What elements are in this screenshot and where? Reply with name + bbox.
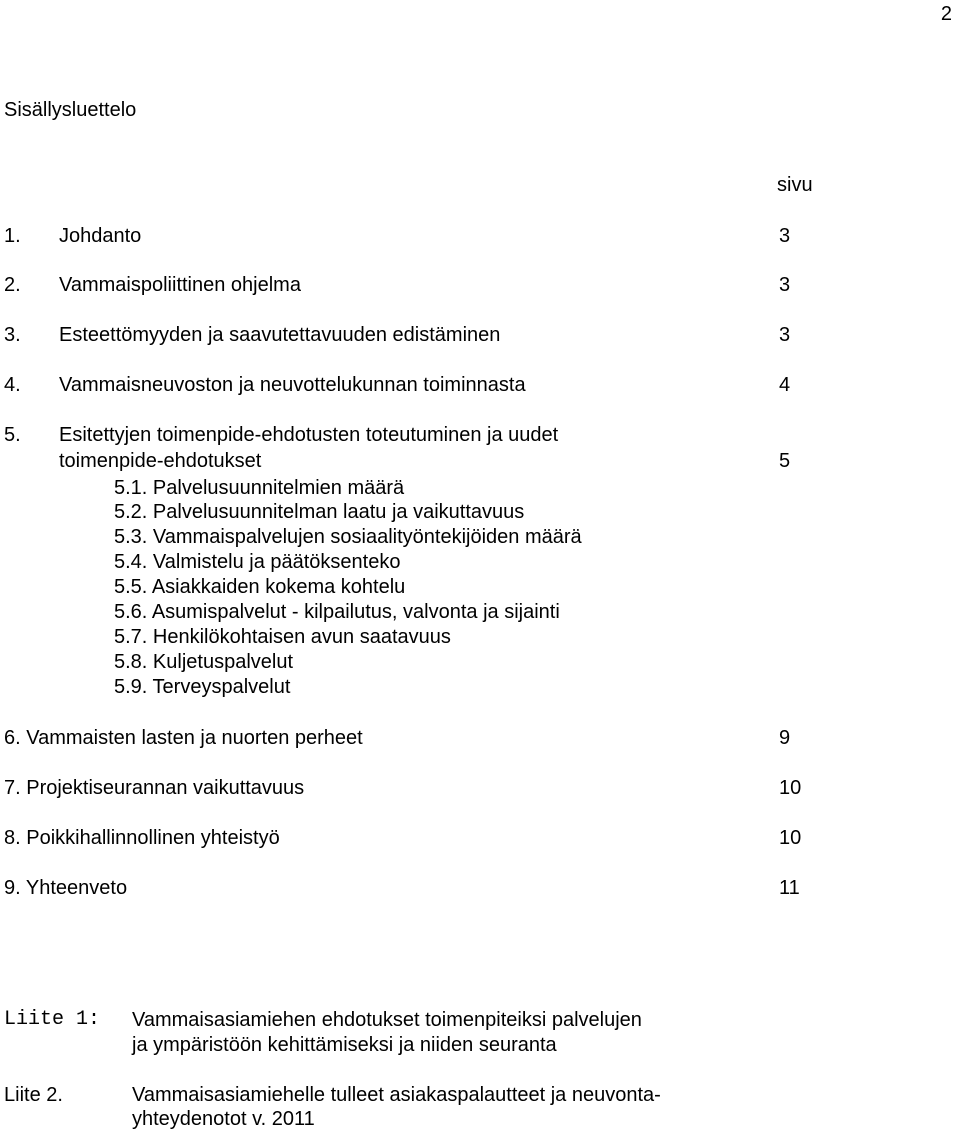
appendix-text-continued: yhteydenotot v. 2011 [132, 1108, 315, 1130]
toc-entry-page: 3 [779, 274, 791, 296]
toc-entry-text: 9. Yhteenveto [4, 877, 128, 899]
toc-entry-text-continued: toimenpide-ehdotukset [59, 450, 262, 472]
page-number: 2 [940, 3, 952, 25]
toc-entry-text: Vammaisneuvoston ja neuvottelukunnan toiminnasta [59, 374, 526, 396]
toc-entry-number: 4. [4, 374, 21, 396]
toc-entry-text: Vammaispoliittinen ohjelma [59, 274, 301, 296]
toc-entry-text: Johdanto [59, 225, 142, 247]
page-column-header: sivu [777, 174, 813, 196]
toc-entry-page: 11 [779, 877, 800, 899]
toc-entry-number: 1. [4, 225, 21, 247]
toc-entry-page: 4 [779, 374, 791, 396]
toc-entry-page: 3 [779, 324, 791, 346]
toc-entry-page: 10 [779, 827, 802, 849]
toc-entry-page: 5 [779, 450, 791, 472]
toc-entry-page: 3 [779, 225, 791, 247]
appendix-label: Liite 1: [4, 1008, 101, 1031]
appendix-text-continued: ja ympäristöön kehittämiseksi ja niiden seuranta [132, 1034, 557, 1056]
toc-entry-number: 3. [4, 324, 21, 346]
toc-subentry: 5.2. Palvelusuunnitelman laatu ja vaikuttavuus [114, 501, 525, 523]
toc-entry-number: 5. [4, 424, 21, 446]
toc-entry-text: 6. Vammaisten lasten ja nuorten perheet [4, 727, 363, 749]
toc-entry-text: 7. Projektiseurannan vaikuttavuus [4, 777, 305, 799]
toc-entry-text: 8. Poikkihallinnollinen yhteistyö [4, 827, 280, 849]
toc-subentry: 5.8. Kuljetuspalvelut [114, 651, 294, 673]
appendix-label: Liite 2. [4, 1084, 63, 1106]
toc-entry-page: 10 [779, 777, 802, 799]
toc-entry-text: Esitettyjen toimenpide-ehdotusten toteutuminen ja uudet [59, 424, 559, 446]
toc-subentry: 5.5. Asiakkaiden kokema kohtelu [114, 576, 406, 598]
toc-subentry: 5.3. Vammaispalvelujen sosiaalityöntekijöiden määrä [114, 526, 582, 548]
toc-subentry: 5.9. Terveyspalvelut [114, 676, 291, 698]
toc-entry-number: 2. [4, 274, 21, 296]
appendix-text: Vammaisasiamiehelle tulleet asiakaspalautteet ja neuvonta- [132, 1084, 661, 1106]
toc-entry-page: 9 [779, 727, 791, 749]
appendix-text: Vammaisasiamiehen ehdotukset toimenpiteiksi palvelujen [132, 1009, 642, 1031]
toc-subentry: 5.7. Henkilökohtaisen avun saatavuus [114, 626, 451, 648]
toc-title: Sisällysluettelo [4, 99, 137, 121]
toc-subentry: 5.1. Palvelusuunnitelmien määrä [114, 477, 405, 499]
toc-subentry: 5.6. Asumispalvelut - kilpailutus, valvonta ja sijainti [114, 601, 560, 623]
toc-subentry: 5.4. Valmistelu ja päätöksenteko [114, 551, 401, 573]
toc-entry-text: Esteettömyyden ja saavutettavuuden edistäminen [59, 324, 501, 346]
